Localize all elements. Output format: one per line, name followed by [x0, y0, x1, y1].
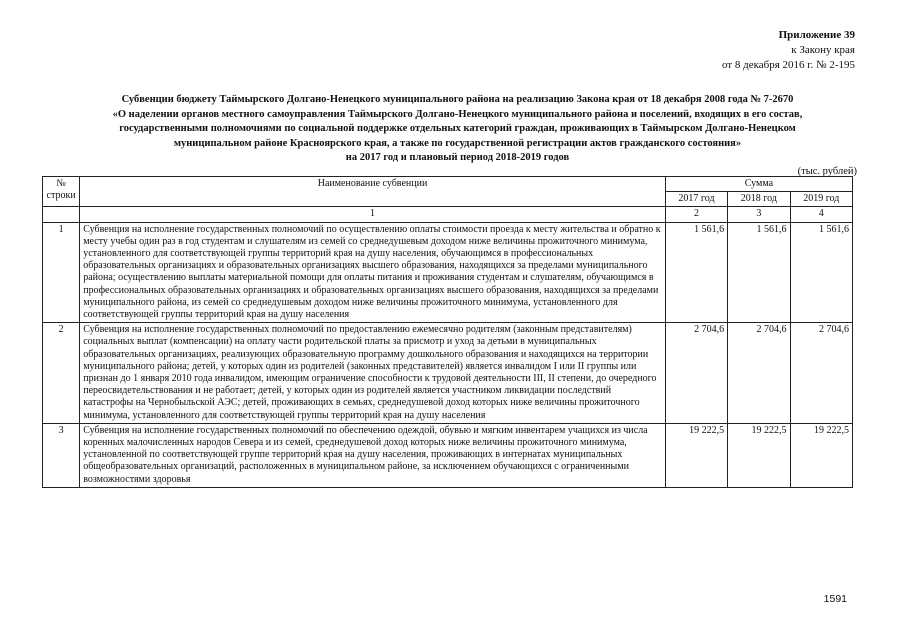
- header-num-line2: строки: [46, 190, 76, 202]
- index-cell: 1: [80, 207, 666, 222]
- subsidy-table: [42, 176, 853, 488]
- table-row: [43, 323, 853, 424]
- appendix-title: Приложение 39: [778, 29, 855, 41]
- table-row: [43, 222, 853, 323]
- row-number: 1: [43, 222, 80, 323]
- index-cell-empty: [43, 207, 80, 222]
- header-row-number: [43, 177, 80, 207]
- header-year-2019: 2019 год: [790, 192, 852, 207]
- document-title: [40, 93, 875, 166]
- table-row: [43, 423, 853, 487]
- row-number: 3: [43, 423, 80, 487]
- index-cell: 2: [665, 207, 727, 222]
- row-value-2017: 1 561,6: [665, 222, 727, 323]
- title-line: Субвенции бюджету Таймырского Долгано-Ненецкого муниципального района на реализацию Закона края от 18 декабря 2008 года № 7-2670: [121, 94, 794, 105]
- row-description: Субвенция на исполнение государственных полномочий по предоставлению ежемесячно родителям (законным представителям) социальных выплат (компенсации) на оплату части родительской платы за присмотр и уход за детьми в муниципальных образовательных организациях, реализующих образовательную программу дошкольного образования и находящихся на территории муниципального района; детей, у которых один из родителей (законных представителей) является инвалидом I или II группы или признан до 1 января 2010 года инвалидом, имеющим ограничение способности к трудовой деятельности III, II степени, до очередного переосвидетельствования и не работает; детей, у которых один из родителей является участником ликвидации последствий катастрофы на Чернобыльской АЭС; детей, проживающих в семьях, среднедушевой доход которых ниже величины прожиточного минимума, установленного для соответствующей группы территорий края на душу населения: [80, 323, 666, 424]
- row-description: Субвенция на исполнение государственных полномочий по осуществлению оплаты стоимости проезда к месту жительства и обратно к месту учебы один раз в год студентам и слушателям из семей со среднедушевым доходом ниже величины прожиточного минимума, установленного для соответствующей группы территорий края на душу населения, обучающимся в профессиональных образовательных организациях и образовательных организациях высшего образования, находящихся за пределами муниципального района; осуществлению выплаты материальной помощи для оплаты питания и проживания студентам и слушателям, обучающимся в профессиональных образовательных организациях и образовательных организациях высшего образования, находящихся за пределами муниципального района, из семей со среднедушевым доходом ниже величины прожиточного минимума, установленного для соответствующей группы территорий края на душу населения: [80, 222, 666, 323]
- row-value-2018: 19 222,5: [728, 423, 790, 487]
- title-line: государственными полномочиями по социальной поддержке отдельных категорий граждан, проживающих в Таймырском Долгано-Ненецком: [119, 123, 796, 134]
- index-cell: 4: [790, 207, 852, 222]
- units-label: (тыс. рублей): [797, 166, 857, 177]
- row-value-2017: 19 222,5: [665, 423, 727, 487]
- title-line: муниципальном районе Красноярского края, а также по государственной регистрации актов гражданского состояния»: [173, 137, 742, 149]
- column-index-row: [43, 207, 853, 222]
- header-num-line1: №: [56, 178, 66, 189]
- title-line: «О наделении органов местного самоуправления Таймырского Долгано-Ненецкого муниципального района и поселений, входящих в его состав,: [112, 108, 803, 120]
- header-sum: Сумма: [665, 177, 852, 192]
- appendix-law: к Закону края: [791, 44, 855, 56]
- appendix-date: от 8 декабря 2016 г. № 2-195: [721, 59, 855, 71]
- row-number: 2: [43, 323, 80, 424]
- row-value-2017: 2 704,6: [665, 323, 727, 424]
- appendix-block: [722, 28, 855, 73]
- row-value-2018: 1 561,6: [728, 222, 790, 323]
- row-value-2018: 2 704,6: [728, 323, 790, 424]
- header-name: Наименование субвенции: [80, 177, 666, 207]
- index-cell: 3: [728, 207, 790, 222]
- header-row: [43, 177, 853, 192]
- title-line: на 2017 год и плановый период 2018-2019 годов: [345, 152, 570, 163]
- header-year-2018: 2018 год: [728, 192, 790, 207]
- row-value-2019: 19 222,5: [790, 423, 852, 487]
- row-value-2019: 1 561,6: [790, 222, 852, 323]
- row-value-2019: 2 704,6: [790, 323, 852, 424]
- page-number: 1591: [823, 593, 847, 605]
- row-description: Субвенция на исполнение государственных полномочий по обеспечению одеждой, обувью и мягким инвентарем учащихся из числа коренных малочисленных народов Севера и из семей, среднедушевой доход которых ниже величины прожиточного минимума, установленной по соответствующей группе территорий края на душу населения, проживающих в интернатах муниципальных общеобразовательных организаций, расположенных в муниципальном районе, за исключением обучающихся с ограниченными возможностями здоровья: [80, 423, 666, 487]
- header-year-2017: 2017 год: [665, 192, 727, 207]
